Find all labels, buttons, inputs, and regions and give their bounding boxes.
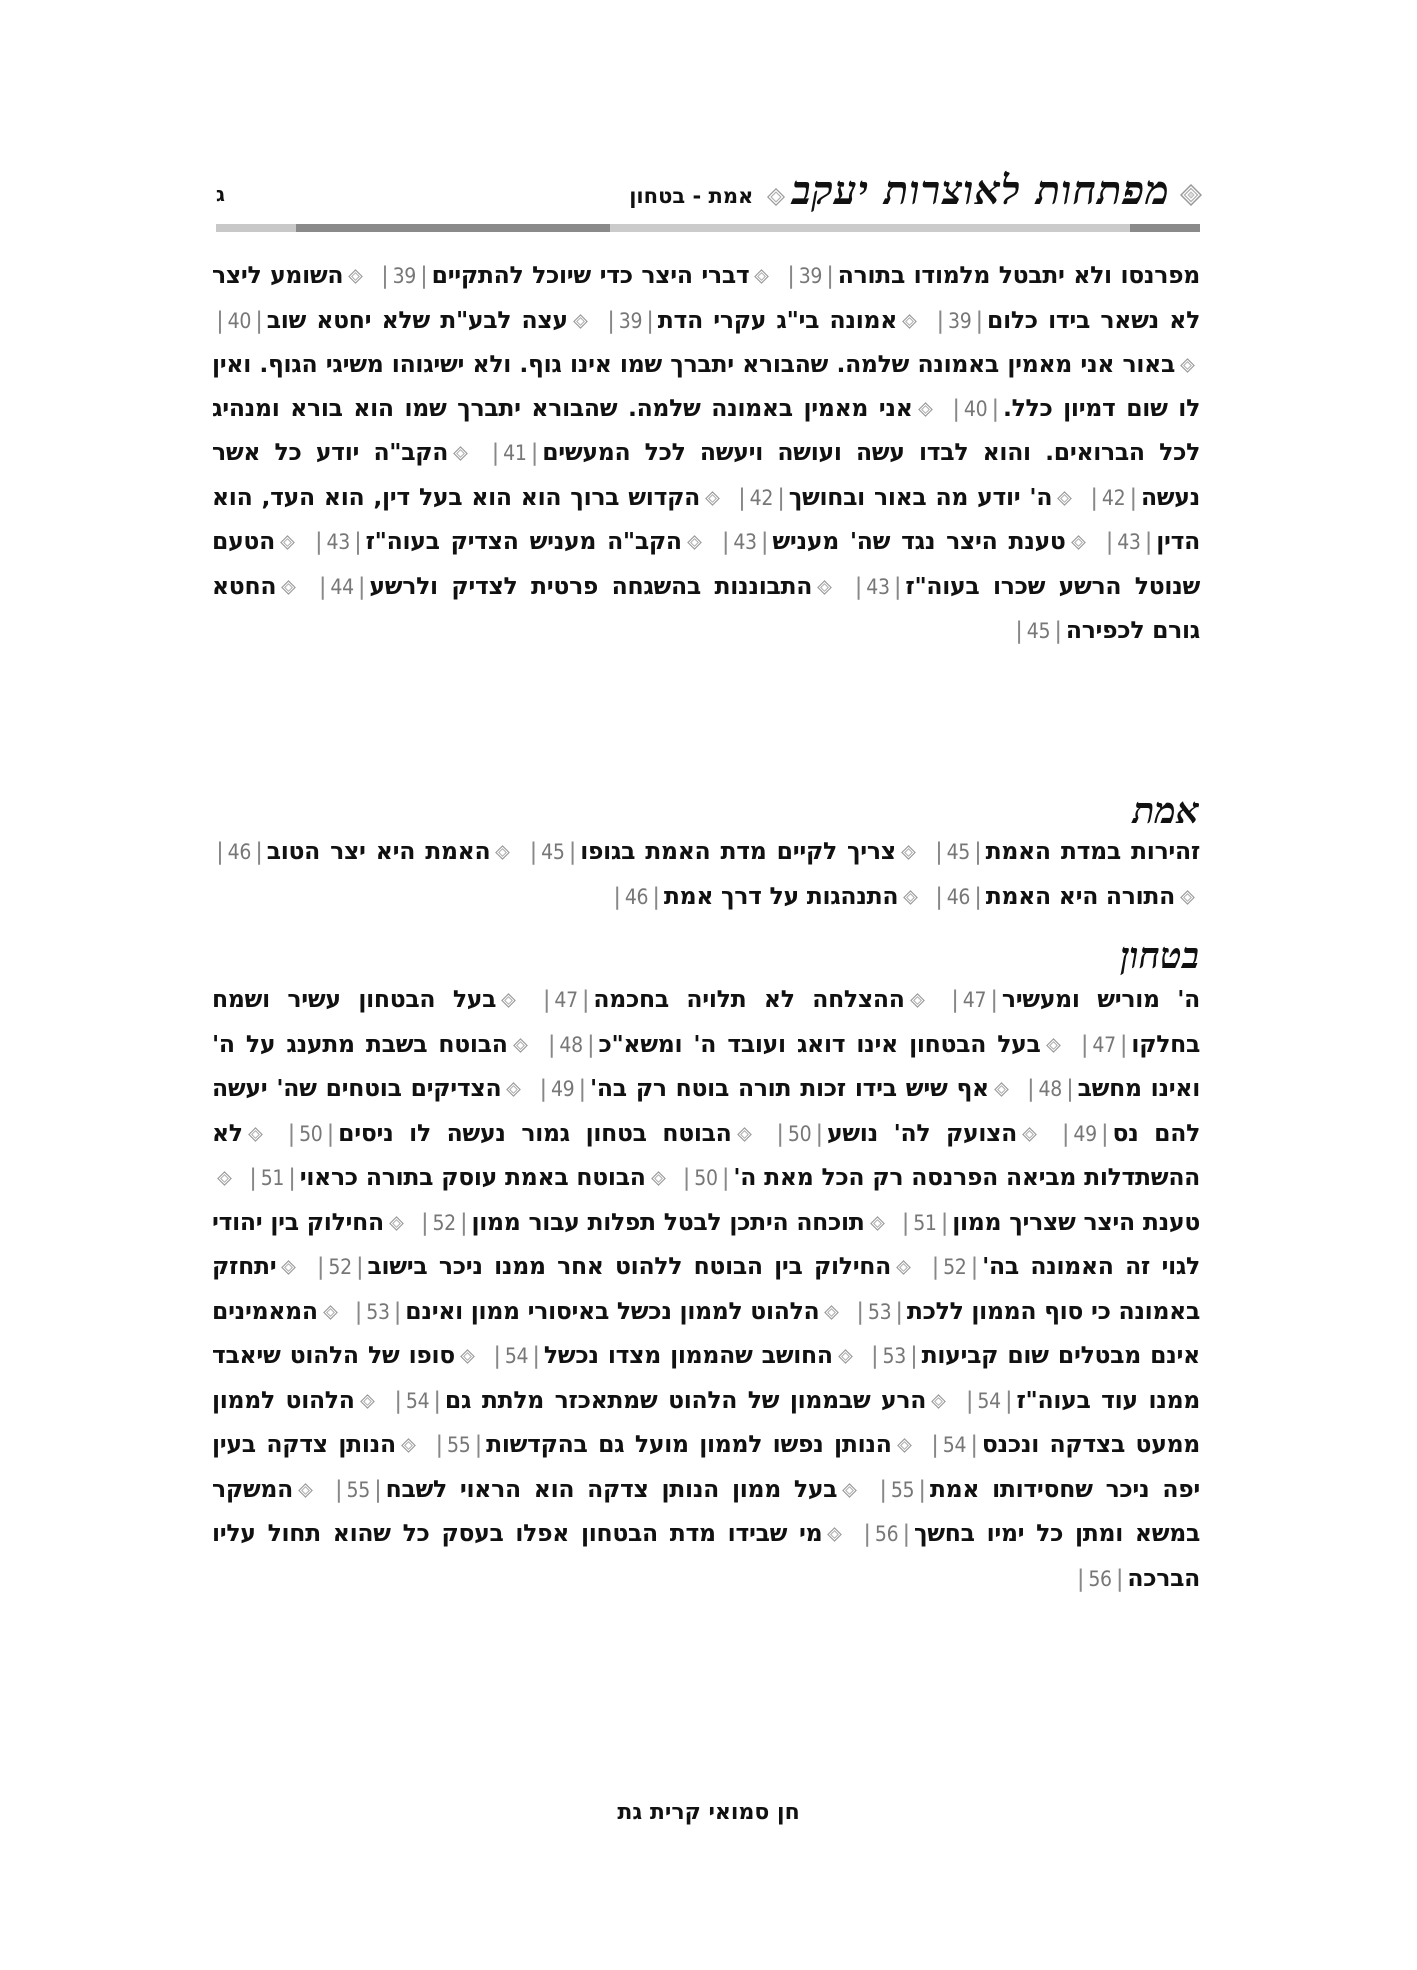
divider: | (777, 482, 785, 511)
divider: | (255, 837, 263, 865)
diamond-icon (870, 1216, 885, 1231)
divider: | (974, 881, 982, 910)
toc-entry (734, 483, 1077, 511)
diamond-icon (754, 269, 769, 284)
divider: | (532, 1341, 540, 1369)
page-reference: 42 (749, 485, 774, 510)
page-reference: 49 (1073, 1121, 1097, 1146)
divider: | (355, 1252, 364, 1280)
toc-entry (377, 261, 774, 289)
toc-entry (212, 837, 515, 865)
divider: | (1015, 616, 1023, 644)
divider: | (357, 571, 366, 600)
page-reference: 47 (1092, 1032, 1116, 1057)
page-reference: 54 (942, 1433, 967, 1457)
divider: | (934, 837, 943, 865)
divider: | (931, 1430, 939, 1458)
diamond-icon (506, 1082, 521, 1097)
divider: | (547, 1029, 556, 1058)
entry-title: צריך לקיים מדת האמת בגופו (580, 837, 896, 865)
page-reference: 56 (1088, 1566, 1112, 1591)
divider: | (435, 1430, 444, 1458)
toc-entry (417, 1208, 890, 1236)
divider: | (970, 1252, 979, 1280)
divider: | (1144, 527, 1153, 555)
page-reference: 53 (366, 1299, 390, 1324)
entry-title: התנהגות על דרך אמת (663, 881, 899, 910)
divider: | (586, 1029, 595, 1058)
divider: | (776, 1118, 784, 1147)
divider: | (491, 438, 500, 466)
divider: | (990, 985, 998, 1013)
toc-entry (245, 1163, 671, 1191)
footer-credit: חן סמואי קרית גת (617, 1800, 800, 1825)
diamond-icon (838, 1349, 853, 1364)
divider: | (1115, 1563, 1124, 1592)
divider: | (863, 1519, 871, 1547)
divider: | (318, 571, 327, 600)
diamond-icon (460, 1349, 475, 1364)
entry-title: מפרנסו ולא יתבטל מלמודו בתורה (837, 261, 1200, 289)
divider: | (974, 837, 982, 865)
divider: | (991, 393, 999, 422)
divider: | (935, 881, 943, 910)
page-number: ג (216, 182, 225, 206)
toc-entry (544, 1030, 1066, 1058)
entry-title: בעל הבטחון עשיר ושמח בחלקו (212, 985, 1200, 1058)
page-reference: 43 (326, 530, 350, 554)
entry-title: אמונה בי"ג עקרי הדת (657, 305, 898, 334)
page-reference: 42 (1101, 485, 1126, 510)
entry-title: ה' מוריש ומעשיר (1001, 985, 1201, 1013)
divider: | (721, 1163, 730, 1191)
divider: | (393, 1296, 402, 1325)
section-title-emet: אמת (1132, 790, 1199, 832)
divider: | (420, 1207, 429, 1236)
entry-title: החילוק בין יהודי לגוי זה האמונה בה' (212, 1207, 1200, 1280)
toc-entry (947, 985, 1200, 1013)
divider: | (951, 985, 959, 1013)
entry-title: יתחזק באמונה כי סוף הממון ללכת (212, 1252, 1200, 1325)
divider: | (530, 438, 539, 466)
divider: | (895, 1296, 903, 1325)
divider: | (287, 1118, 296, 1147)
entry-title: הטעם שנוטל הרשע שכרו בעוה"ז (212, 527, 1200, 600)
diamond-icon (902, 314, 917, 329)
divider: | (918, 1474, 926, 1503)
entry-title: עצה לבע"ת שלא יחטא שוב (266, 305, 568, 334)
intro-entries (212, 254, 1200, 654)
page-reference: 52 (432, 1210, 456, 1235)
diamond-icon (918, 402, 933, 417)
page-reference: 56 (874, 1522, 899, 1546)
page-reference: 46 (624, 884, 649, 909)
entry-title: החטא גורם לכפירה (212, 571, 1200, 644)
diamond-icon (1022, 1127, 1037, 1142)
divider: | (652, 881, 660, 910)
divider: | (1080, 1029, 1089, 1058)
divider: | (607, 305, 615, 334)
section-title-bitachon: בטחון (1120, 935, 1199, 977)
diamond-icon (1071, 535, 1086, 550)
page-reference: 39 (392, 264, 416, 288)
diamond-icon (737, 1127, 752, 1142)
divider: | (1090, 482, 1098, 511)
page-reference: 53 (882, 1344, 906, 1368)
page-reference: 51 (913, 1210, 937, 1235)
page-reference: 44 (330, 574, 354, 599)
divider: | (581, 985, 590, 1013)
page-reference: 50 (299, 1121, 323, 1146)
entry-title: החילוק בין הבוטח ללהוט אחר ממנו ניכר בישוב (367, 1252, 891, 1280)
divider: | (1065, 1074, 1074, 1102)
divider: | (893, 571, 902, 600)
page-reference: 39 (947, 308, 972, 333)
diamond-icon (896, 1260, 911, 1275)
diamond-icon (280, 535, 295, 550)
page-reference: 55 (346, 1477, 370, 1502)
entry-title: התורה היא האמת (985, 881, 1175, 910)
page-reference: 55 (890, 1477, 915, 1502)
divider: | (539, 1074, 547, 1102)
page-reference: 43 (1117, 530, 1141, 554)
divider: | (721, 527, 730, 555)
divider: | (373, 1474, 382, 1503)
divider: | (1129, 482, 1137, 511)
diamond-icon (931, 1394, 946, 1409)
divider: | (1026, 1074, 1035, 1102)
page-reference: 48 (559, 1032, 583, 1057)
page-reference: 52 (943, 1255, 967, 1279)
diamond-icon (827, 1527, 842, 1542)
section-subtitle: אמת - בטחון (629, 184, 754, 208)
diamond-icon (903, 890, 918, 905)
divider: | (493, 1341, 501, 1369)
divider: | (1105, 527, 1114, 555)
entry-title: טענת היצר נגד שה' מעניש (772, 527, 1066, 555)
entry-title: בעל הבטחון אינו דואג ועובד ה' ומשא"כ (598, 1029, 1041, 1058)
entry-title: החושב שהממון מצדו נכשל (543, 1341, 833, 1369)
entry-title: אף שיש בידו זכות תורה בוטח רק בה' (590, 1074, 989, 1102)
entry-title: האמת היא יצר הטוב (266, 837, 491, 865)
divider: | (316, 1252, 325, 1280)
entry-title: הלהוט לממון ממעט בצדקה ונכנס (212, 1385, 1200, 1458)
entry-title: הבוטח בטחון גמור נעשה לו ניסים (338, 1118, 732, 1147)
divider: | (760, 527, 769, 555)
divider: | (815, 1118, 823, 1147)
toc-entry (772, 1119, 1042, 1147)
page-reference: 50 (787, 1121, 812, 1146)
header-title-group (629, 168, 1202, 214)
entry-title: הצדיקים בוטחים שה' יעשה להם נס (212, 1074, 1200, 1147)
page-reference: 43 (866, 574, 890, 599)
entry-title: הלהוט לממון נכשל באיסורי ממון ואינם (405, 1296, 820, 1325)
entry-title: הצועק לה' נושע (826, 1118, 1018, 1147)
page-reference: 46 (946, 884, 971, 909)
page-reference: 40 (227, 308, 252, 333)
divider: | (420, 261, 428, 289)
diamond-icon (1046, 1038, 1061, 1053)
entry-title: הנותן נפשו לממון מועל גם בהקדשות (486, 1430, 892, 1458)
diamond-icon (281, 1260, 296, 1275)
toc-entry (931, 837, 1200, 865)
toc-entry (535, 1074, 1014, 1102)
divider: | (970, 1430, 978, 1458)
divider: | (353, 527, 362, 555)
page-reference: 43 (733, 530, 757, 554)
diamond-icon (687, 535, 702, 550)
divider: | (936, 305, 944, 334)
page-reference: 52 (328, 1255, 352, 1279)
toc-entry (331, 1475, 862, 1503)
running-header (210, 168, 1202, 218)
diamond-icon (1180, 184, 1202, 206)
diamond-icon (217, 1171, 232, 1186)
entry-title: התבוננות בהשגחה פרטית לצדיק ולרשע (369, 571, 813, 600)
section-bitachon-entries (212, 978, 1200, 1601)
toc-entry (603, 306, 922, 334)
diamond-icon (495, 845, 510, 860)
divider: | (1054, 616, 1062, 644)
diamond-icon (901, 845, 916, 860)
diamond-icon (501, 993, 516, 1008)
entry-title: הבוטח באמת עוסק בתורה כראוי (299, 1163, 646, 1191)
page-reference: 55 (447, 1433, 471, 1457)
toc-entry (390, 1386, 951, 1414)
entry-title: המאמינים אינם מבטלים שום קביעות (212, 1296, 1200, 1369)
divider: | (870, 1341, 879, 1369)
diamond-icon (705, 491, 720, 506)
entry-title: הקב"ה יודע כל אשר נעשה (212, 438, 1201, 511)
divider: | (952, 393, 960, 422)
divider: | (931, 1252, 940, 1280)
divider: | (879, 1474, 887, 1503)
section-emet-entries (212, 830, 1200, 919)
page-reference: 41 (503, 441, 527, 465)
header-rule (216, 224, 1200, 232)
page-reference: 49 (550, 1077, 575, 1101)
entry-title: הבוטח בשבת מתענג על ה' ואינו מחשב (212, 1029, 1200, 1102)
divider: | (216, 305, 224, 334)
page-reference: 48 (1038, 1077, 1062, 1101)
divider: | (529, 837, 538, 865)
divider: | (826, 261, 834, 289)
diamond-icon (824, 1305, 839, 1320)
toc-entry (526, 837, 921, 865)
entry-title: הקדוש ברוך הוא הוא בעל דין, הוא העד, הוא הדין (212, 482, 1200, 555)
toc-entry (431, 1430, 916, 1458)
page-reference: 45 (541, 840, 565, 864)
entry-title: לא ההשתדלות מביאה הפרנסה רק הכל מאת ה' (212, 1118, 1201, 1191)
entry-title: מי שבידו מדת הבטחון אפלו בעסק כל שהוא תחול עליו הברכה (212, 1519, 1200, 1592)
diamond-icon (298, 1483, 313, 1498)
diamond-icon (651, 1171, 666, 1186)
divider: | (255, 305, 263, 334)
diamond-icon (817, 580, 832, 595)
toc-entry (609, 882, 923, 910)
toc-entry (783, 261, 1200, 289)
divider: | (902, 1519, 910, 1547)
divider: | (394, 1385, 402, 1414)
entry-title: אני מאמין באמונה שלמה. שהבורא יתברך שמו הוא בורא ומנהיג לכל הברואים. והוא לבדו עשה ועושה ויעשה לכל המעשים (212, 393, 1200, 466)
divider: | (326, 1118, 335, 1147)
page-reference: 53 (867, 1299, 892, 1324)
page-reference: 39 (618, 308, 643, 333)
page-reference: 54 (977, 1388, 1001, 1413)
diamond-icon (1180, 358, 1195, 373)
toc-entry (311, 527, 707, 555)
divider: | (568, 837, 577, 865)
diamond-icon (360, 1394, 375, 1409)
divider: | (854, 571, 863, 600)
divider: | (1004, 1385, 1013, 1414)
diamond-icon (513, 1038, 528, 1053)
divider: | (288, 1163, 296, 1191)
diamond-icon (401, 1438, 416, 1453)
page-reference: 47 (554, 988, 578, 1012)
toc-entry (315, 572, 837, 600)
divider: | (1061, 1118, 1070, 1147)
page-reference: 45 (946, 840, 971, 864)
diamond-icon (767, 188, 785, 206)
diamond-icon (842, 1483, 857, 1498)
diamond-icon (248, 1127, 263, 1142)
divider: | (940, 1207, 949, 1236)
page-reference: 50 (694, 1166, 718, 1190)
entry-title: ההצלחה לא תלויה בחכמה (593, 985, 905, 1013)
entry-title: הרע שבממון של הלהוט שמתאכזר מלתת גם (444, 1385, 927, 1414)
diamond-icon (281, 580, 296, 595)
toc-entry (212, 306, 593, 334)
divider: | (682, 1163, 691, 1191)
diamond-icon (1057, 491, 1072, 506)
diamond-icon (1180, 890, 1195, 905)
divider: | (314, 527, 323, 555)
toc-entry (931, 882, 1200, 910)
diamond-icon (453, 446, 468, 461)
entry-title: תוכחה היתכן לבטל תפלות עבור ממון (471, 1207, 865, 1236)
entry-title: ה' יודע מה באור ובחושך (788, 482, 1053, 511)
entry-title: השומע ליצר לא נשאר בידו כלום (212, 261, 1200, 334)
page-reference: 54 (504, 1344, 529, 1368)
page-reference: 39 (798, 264, 823, 288)
diamond-icon (994, 1082, 1009, 1097)
divider: | (975, 305, 984, 334)
divider: | (901, 1207, 910, 1236)
entry-title: סופו של הלהוט שיאבד ממנו עוד בעוה"ז (212, 1341, 1200, 1414)
divider: | (354, 1296, 363, 1325)
divider: | (578, 1074, 587, 1102)
divider: | (433, 1385, 441, 1414)
diamond-icon (910, 993, 925, 1008)
toc-entry (351, 1297, 845, 1325)
divider: | (1100, 1118, 1109, 1147)
divider: | (613, 881, 621, 910)
book-title: מפתחות לאוצרות יעקב (791, 167, 1170, 214)
entry-title: המשקר במשא ומתן כל ימיו בחשך (212, 1474, 1200, 1547)
diamond-icon (348, 269, 363, 284)
diamond-icon (573, 314, 588, 329)
divider: | (738, 482, 746, 511)
diamond-icon (323, 1305, 338, 1320)
entry-title: זהירות במדת האמת (985, 837, 1200, 865)
toc-entry (718, 527, 1091, 555)
entry-title: באור אני מאמין באמונה שלמה. שהבורא יתברך שמו אינו גוף. ולא ישיגוהו משיגי הגוף. ואין לו שום דמיון כלל. (212, 350, 1200, 422)
diamond-icon (897, 1438, 912, 1453)
divider: | (1076, 1563, 1085, 1592)
divider: | (856, 1296, 864, 1325)
diamond-icon (389, 1216, 404, 1231)
page-reference: 54 (405, 1388, 430, 1413)
entry-title: בעל ממון הנותן צדקה הוא הראוי לשבח (385, 1474, 838, 1503)
divider: | (909, 1341, 918, 1369)
page-reference: 51 (260, 1166, 285, 1190)
toc-entry (489, 1341, 857, 1369)
entry-title: טענת היצר שצריך ממון (952, 1207, 1200, 1236)
divider: | (474, 1430, 483, 1458)
toc-entry (313, 1252, 916, 1280)
entry-title: הנותן צדקה בעין יפה ניכר שחסידותו אמת (212, 1430, 1200, 1503)
divider: | (787, 261, 795, 289)
divider: | (459, 1207, 468, 1236)
divider: | (334, 1474, 343, 1503)
divider: | (965, 1385, 974, 1414)
entry-title: דברי היצר כדי שיוכל להתקיים (431, 261, 750, 289)
toc-entry (539, 985, 930, 1013)
page-reference: 46 (227, 840, 252, 864)
divider: | (542, 985, 551, 1013)
divider: | (249, 1163, 257, 1191)
divider: | (216, 837, 224, 865)
page-reference: 40 (963, 396, 988, 421)
divider: | (1119, 1029, 1128, 1058)
page-reference: 45 (1026, 619, 1051, 643)
divider: | (646, 305, 654, 334)
divider: | (380, 261, 389, 289)
page-reference: 47 (962, 988, 987, 1012)
entry-title: הקב"ה מעניש הצדיק בעוה"ז (365, 527, 682, 555)
toc-entry (283, 1119, 756, 1147)
